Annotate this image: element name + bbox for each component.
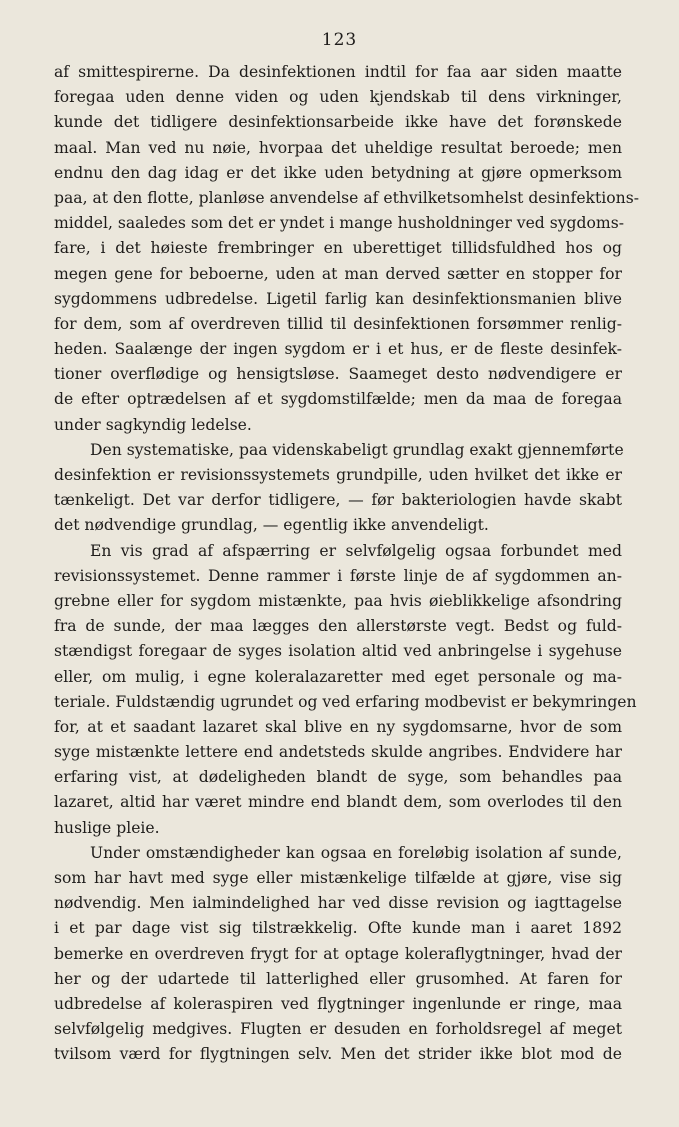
text-line: fare, i det høieste frembringer en uberettiget tillidsfuldhed hos og bbox=[54, 239, 622, 258]
text-line: heden. Saalænge der ingen sygdom er i et hus, er de fleste desinfek- bbox=[54, 340, 622, 359]
text-line: udbredelse af koleraspiren ved flygtninger ingenlunde er ringe, maa bbox=[54, 994, 622, 1013]
text-line: desinfektion er revisionssystemets grundpille, uden hvilket det ikke er bbox=[54, 466, 622, 484]
text-line: nødvendig. Men ialmindelighed har ved disse revision og iagttagelse bbox=[54, 894, 622, 913]
text-line: Den systematiske, paa videnskabeligt grundlag exakt gjennemførte bbox=[90, 440, 624, 459]
text-line: bemerke en overdreven frygt for at optage koleraflygtninger, hvad der bbox=[54, 944, 622, 963]
text-line: En vis grad af afspærring er selvfølgelig ogsaa forbundet med bbox=[90, 541, 622, 560]
text-line: lazaret, altid har været mindre end blandt dem, som overlodes til den bbox=[54, 793, 622, 812]
text-line: erfaring vist, at dødeligheden blandt de syge, som behandles paa bbox=[54, 768, 622, 787]
page-number: 123 bbox=[321, 30, 358, 50]
text-line: tænkeligt. Det var derfor tidligere, — før bakteriologien havde skabt bbox=[54, 491, 622, 510]
text-line: tioner overflødige og hensigtsløse. Saameget desto nødvendigere er bbox=[54, 365, 622, 384]
text-line: af smittespirerne. Da desinfektionen indtil for faa aar siden maatte bbox=[54, 63, 622, 81]
text-line: megen gene for beboerne, uden at man derved sætter en stopper for bbox=[54, 264, 622, 283]
text-line: tvilsom værd for flygtningen selv. Men det strider ikke blot mod de bbox=[54, 1045, 622, 1064]
text-line: huslige pleie. bbox=[54, 818, 160, 837]
text-line: kunde det tidligere desinfektionsarbeide ikke have det forønskede bbox=[54, 113, 622, 132]
text-line: syge mistænkte lettere end andetsteds skulde angribes. Endvidere har bbox=[54, 743, 622, 762]
text-line: sygdommens udbredelse. Ligetil farlig kan desinfektionsmanien blive bbox=[54, 289, 622, 308]
text-line: middel, saaledes som det er yndet i mange husholdninger ved sygdoms- bbox=[54, 214, 624, 233]
text-line: for dem, som af overdreven tillid til desinfektionen forsømmer renlig- bbox=[54, 314, 622, 333]
body-text bbox=[54, 60, 639, 1068]
text-line: revisionssystemet. Denne rammer i første linje de af sygdommen an- bbox=[54, 566, 622, 585]
text-line: Under omstændigheder kan ogsaa en foreløbig isolation af sunde, bbox=[90, 843, 622, 862]
text-line: i et par dage vist sig tilstrækkelig. Ofte kunde man i aaret 1892 bbox=[54, 919, 622, 938]
text-line: eller, om mulig, i egne koleralazaretter med eget personale og ma- bbox=[54, 667, 622, 686]
text-line: selvfølgelig medgives. Flugten er desuden en forholdsregel af meget bbox=[54, 1020, 622, 1039]
text-line: under sagkyndig ledelse. bbox=[54, 415, 252, 434]
text-line: for, at et saadant lazaret skal blive en ny sygdomsarne, hvor de som bbox=[54, 717, 622, 736]
text-line: maal. Man ved nu nøie, hvorpaa det uheldige resultat beroede; men bbox=[54, 138, 622, 157]
text-line: grebne eller for sygdom mistænkte, paa hvis øieblikkelige afsondring bbox=[54, 591, 622, 610]
text-line: fra de sunde, der maa lægges den allerstørste vegt. Bedst og fuld- bbox=[54, 617, 622, 636]
text-line: endnu den dag idag er det ikke uden betydning at gjøre opmerksom bbox=[54, 163, 622, 182]
text-line: teriale. Fuldstændig ugrundet og ved erfaring modbevist er bekymringen bbox=[54, 692, 637, 711]
text-line: som har havt med syge eller mistænkelige tilfælde at gjøre, vise sig bbox=[54, 869, 622, 887]
text-line: det nødvendige grundlag, — egentlig ikke anvendeligt. bbox=[54, 516, 489, 535]
text-line: foregaa uden denne viden og uden kjendskab til dens virkninger, bbox=[54, 88, 622, 107]
text-line: her og der udartede til latterlighed eller grusomhed. At faren for bbox=[54, 969, 622, 988]
text-line: stændigst foregaar de syges isolation altid ved anbringelse i sygehuse bbox=[54, 642, 622, 661]
text-line: paa, at den flotte, planløse anvendelse af ethvilketsomhelst desinfektions- bbox=[54, 188, 639, 207]
text-line: de efter optrædelsen af et sygdomstilfælde; men da maa de foregaa bbox=[54, 390, 622, 409]
